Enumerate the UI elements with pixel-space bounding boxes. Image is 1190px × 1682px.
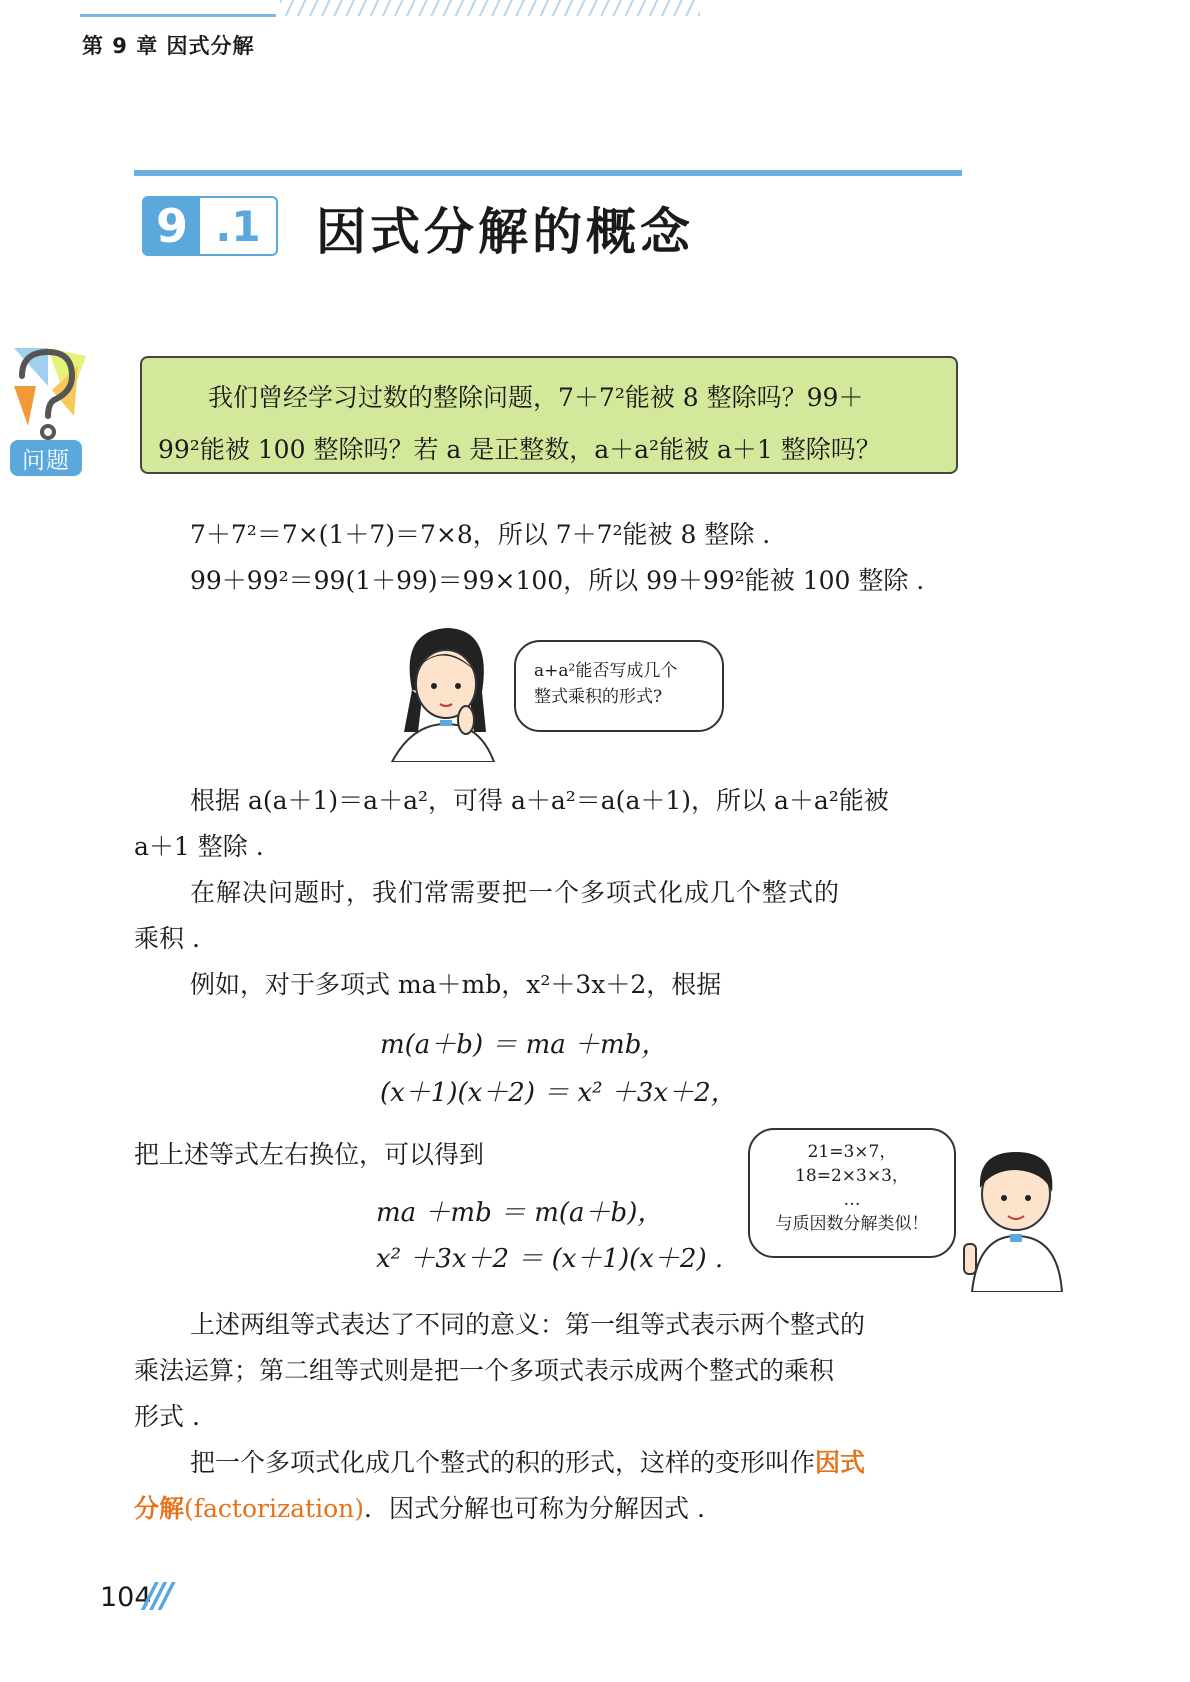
paragraph-5-line-3: 形式 . (134, 1402, 200, 1431)
equation-4: x² ＋3x＋2 ＝ (x＋1)(x＋2) . (376, 1244, 724, 1274)
paragraph-4: 把上述等式左右换位，可以得到 (134, 1140, 485, 1169)
section-number-badge (142, 196, 278, 256)
equation-3: ma ＋mb ＝ m(a＋b)， (376, 1198, 664, 1228)
boy-bubble-line-4: 与质因数分解类似！ (775, 1214, 929, 1234)
boy-speech-bubble (748, 1128, 956, 1258)
section-number-minor: .1 (215, 201, 261, 251)
problem-box (140, 356, 958, 474)
chapter-label: 第 9 章 因式分解 (82, 34, 255, 58)
paragraph-5-line-1: 上述两组等式表达了不同的意义：第一组等式表示两个整式的 (190, 1310, 866, 1339)
paragraph-1-line-2: a＋1 整除 . (134, 832, 264, 861)
paragraph-2-line-1: 在解决问题时，我们常需要把一个多项式化成几个整式的 (190, 878, 841, 907)
section-number-major: 9 (144, 198, 200, 254)
problem-line-1: 我们曾经学习过数的整除问题，7＋7²能被 8 整除吗？99＋ (208, 383, 864, 412)
girl-bubble-line-2: 整式乘积的形式? (534, 687, 663, 707)
girl-bubble-line-1: a+a²能否写成几个 (534, 661, 678, 681)
paragraph-5-line-2: 乘法运算；第二组等式则是把一个多项式表示成两个整式的乘积 (134, 1356, 835, 1385)
paragraph-2-line-2: 乘积 . (134, 924, 200, 953)
paragraph-6-line-2 (134, 1486, 705, 1532)
paragraph-6-line-1 (190, 1440, 865, 1486)
header-rule (80, 14, 276, 17)
solution-line-2: 99＋99²＝99(1＋99)＝99×100，所以 99＋99²能被 100 整除 . (190, 566, 925, 595)
definition-term-english: (factorization) (184, 1494, 364, 1523)
paragraph-6-rest: ．因式分解也可称为分解因式 . (364, 1494, 705, 1523)
girl-speech-bubble (514, 640, 724, 732)
girl-illustration (382, 620, 512, 762)
paragraph-6-text: 把一个多项式化成几个整式的积的形式，这样的变形叫作 (190, 1448, 816, 1477)
boy-illustration (958, 1142, 1068, 1292)
problem-line-2: 99²能被 100 整除吗？若 a 是正整数，a＋a²能被 a＋1 整除吗？ (158, 435, 881, 464)
paragraph-3: 例如，对于多项式 ma＋mb，x²＋3x＋2，根据 (190, 970, 722, 999)
equation-1: m(a＋b) ＝ ma ＋mb， (380, 1030, 668, 1060)
equation-2: (x＋1)(x＋2) ＝ x² ＋3x＋2， (380, 1078, 737, 1108)
title-rule (134, 170, 962, 176)
definition-term-part-2: 分解 (134, 1494, 185, 1523)
page-number: 104 (100, 1582, 152, 1613)
footer-slash-decoration: /// (144, 1576, 170, 1616)
header-hatch-decoration (280, 0, 700, 16)
problem-badge: 问题 (10, 440, 82, 476)
boy-bubble-line-3: … (843, 1190, 861, 1210)
boy-bubble-line-1: 21=3×7， (807, 1142, 897, 1162)
solution-line-1: 7＋7²＝7×(1＋7)＝7×8，所以 7＋7²能被 8 整除 . (190, 520, 771, 549)
boy-bubble-line-2: 18=2×3×3， (795, 1166, 909, 1186)
paragraph-1-line-1: 根据 a(a＋1)＝a＋a²，可得 a＋a²＝a(a＋1)，所以 a＋a²能被 (190, 786, 889, 815)
definition-term-part-1: 因式 (815, 1448, 866, 1477)
section-title: 因式分解的概念 (316, 203, 694, 261)
